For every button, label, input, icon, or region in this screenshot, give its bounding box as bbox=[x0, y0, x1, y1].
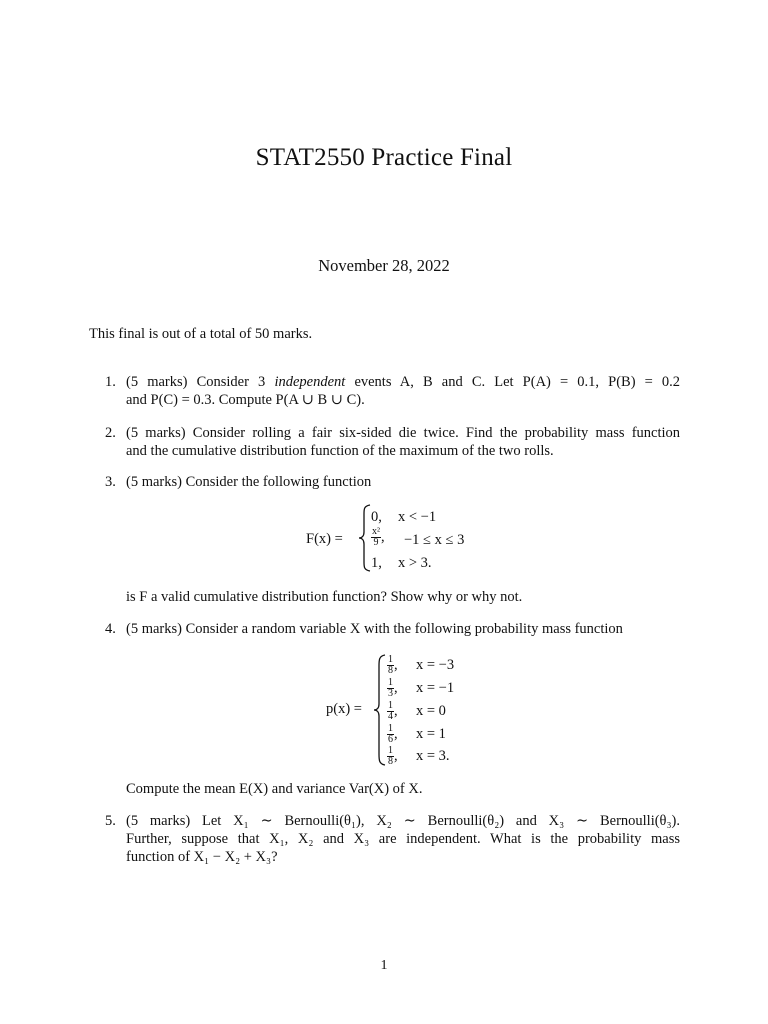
question-2-line-1: (5 marks) Consider rolling a fair six-sided die twice. Find the probability mass function bbox=[126, 425, 681, 441]
case-condition: x > 3. bbox=[398, 555, 432, 571]
left-brace-icon bbox=[373, 654, 387, 766]
question-4-follow-up: Compute the mean E(X) and variance Var(X) of X. bbox=[126, 781, 423, 797]
question-number: 1. bbox=[105, 374, 116, 390]
emphasis-text: independent bbox=[274, 374, 346, 390]
page-title: STAT2550 Practice Final bbox=[255, 144, 513, 171]
intro-text: This final is out of a total of 50 marks. bbox=[89, 326, 313, 342]
question-1-line-1: (5 marks) Consider 3 independent events A, B and C. Let P(A) = 0.1, P(B) = 0.2 bbox=[126, 374, 681, 390]
case-condition: x = −3 bbox=[416, 657, 455, 673]
case-condition: x = 0 bbox=[416, 703, 446, 719]
case-condition: x = 1 bbox=[416, 726, 446, 742]
case-value: 1, bbox=[371, 555, 382, 571]
question-number: 2. bbox=[105, 425, 116, 441]
case-condition: x = 3. bbox=[416, 748, 450, 764]
equation-lhs: F(x) = bbox=[306, 531, 343, 547]
question-number: 5. bbox=[105, 813, 116, 829]
pmf-equation bbox=[0, 650, 768, 770]
left-brace-icon bbox=[358, 504, 372, 572]
question-2-line-2: and the cumulative distribution function of the maximum of the two rolls. bbox=[126, 443, 554, 459]
case-condition: −1 ≤ x ≤ 3 bbox=[404, 532, 465, 548]
question-1-line-2: and P(C) = 0.3. Compute P(A ∪ B ∪ C). bbox=[126, 392, 365, 408]
case-value: $\frac{1}{6}$ , bbox=[388, 723, 398, 745]
question-5-line-2: Further, suppose that X₁, X₂ and X₃ are independent. What is the probability mass bbox=[126, 831, 680, 847]
case-value: $\frac{1}{8}$ , bbox=[388, 654, 398, 676]
equation-lhs: p(x) = bbox=[326, 701, 362, 717]
case-value: $\frac{\text{x²}}{9}$ , bbox=[372, 526, 385, 548]
case-value: $\frac{1}{3}$ , bbox=[388, 677, 398, 699]
cdf-equation bbox=[0, 500, 768, 580]
page-number: 1 bbox=[380, 958, 388, 973]
question-3-line-1: (5 marks) Consider the following function bbox=[126, 474, 372, 490]
question-3-follow-up: is F a valid cumulative distribution function? Show why or why not. bbox=[126, 589, 523, 605]
case-condition: x < −1 bbox=[398, 509, 437, 525]
question-number: 3. bbox=[105, 474, 116, 490]
document-date: November 28, 2022 bbox=[318, 256, 450, 275]
question-5-line-3: function of X₁ − X₂ + X₃? bbox=[126, 849, 278, 865]
case-value: 0, bbox=[371, 509, 382, 525]
question-number: 4. bbox=[105, 621, 116, 637]
question-4-line-1: (5 marks) Consider a random variable X with the following probability mass function bbox=[126, 621, 623, 637]
question-5-line-1: (5 marks) Let X₁ ∼ Bernoulli(θ₁), X₂ ∼ Bernoulli(θ₂) and X₃ ∼ Bernoulli(θ₃). bbox=[126, 813, 681, 829]
case-value: $\frac{1}{8}$ , bbox=[388, 745, 398, 767]
case-condition: x = −1 bbox=[416, 680, 455, 696]
case-value: $\frac{1}{4}$ , bbox=[388, 700, 398, 722]
